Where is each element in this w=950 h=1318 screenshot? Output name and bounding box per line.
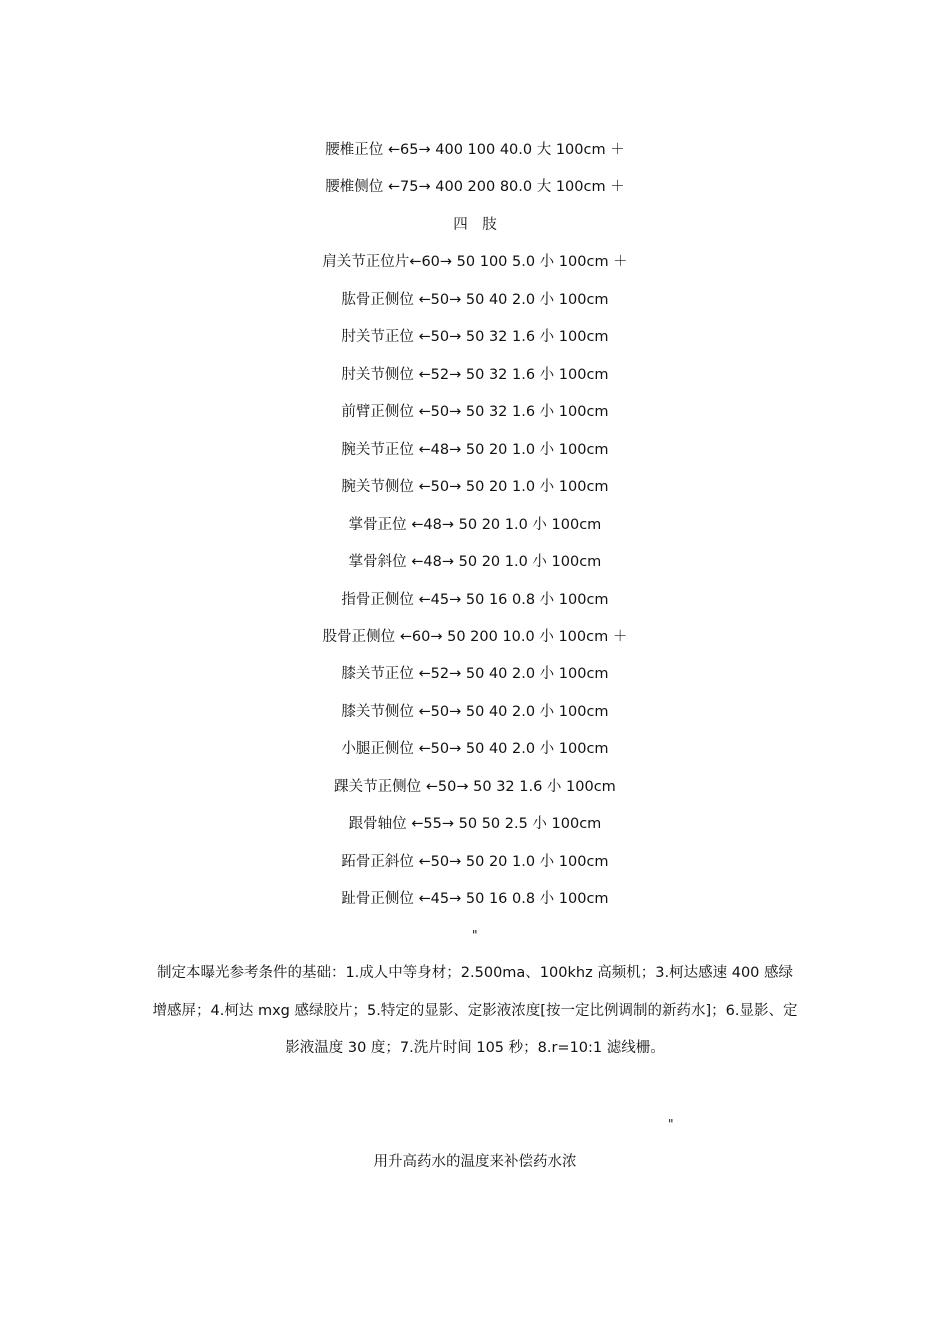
- spine-row-lumbar-lateral: 腰椎侧位 ←75→ 400 200 80.0 大 100cm ＋: [325, 179, 625, 195]
- limb-row: 掌骨斜位 ←48→ 50 20 1.0 小 100cm: [348, 554, 602, 570]
- spine-row-lumbar-ap: 腰椎正位 ←65→ 400 100 40.0 大 100cm ＋: [325, 142, 625, 158]
- limb-row: 腕关节侧位 ←50→ 50 20 1.0 小 100cm: [341, 479, 609, 495]
- section-heading-limbs: 四 肢: [453, 217, 497, 233]
- limb-row: 膝关节侧位 ←50→ 50 40 2.0 小 100cm: [341, 704, 609, 720]
- limb-row: 趾骨正侧位 ←45→ 50 16 0.8 小 100cm: [341, 891, 609, 907]
- limb-row: 膝关节正位 ←52→ 50 40 2.0 小 100cm: [341, 666, 609, 682]
- quote-mark: ": [472, 928, 478, 942]
- limb-row: 前臂正侧位 ←50→ 50 32 1.6 小 100cm: [341, 404, 609, 420]
- limb-row: 掌骨正位 ←48→ 50 20 1.0 小 100cm: [348, 517, 602, 533]
- limb-row: 腕关节正位 ←48→ 50 20 1.0 小 100cm: [341, 442, 609, 458]
- quote-mark: ": [668, 1117, 674, 1131]
- limb-row: 肘关节侧位 ←52→ 50 32 1.6 小 100cm: [341, 367, 609, 383]
- limb-row: 指骨正侧位 ←45→ 50 16 0.8 小 100cm: [341, 592, 609, 608]
- limb-row: 跖骨正斜位 ←50→ 50 20 1.0 小 100cm: [341, 854, 609, 870]
- limb-row: 肘关节正位 ←50→ 50 32 1.6 小 100cm: [341, 329, 609, 345]
- basis-paragraph: 制定本曝光参考条件的基础：1.成人中等身材；2.500ma、100khz 高频机；3.柯达感速 400 感绿增感屏；4.柯达 mxg 感绿胶片；5.特定的显影、定影液浓度[按一定比例调制的新药水]；6.显影、定影液温度 30 度；7.洗片时间 105 秒；8.r=10:1 滤线栅。: [152, 965, 798, 1056]
- limb-row: 肩关节正位片←60→ 50 100 5.0 小 100cm ＋: [322, 254, 628, 270]
- limb-row: 跟骨轴位 ←55→ 50 50 2.5 小 100cm: [348, 816, 602, 832]
- closing-line: 用升高药水的温度来补偿药水浓: [373, 1154, 577, 1170]
- limb-row: 股骨正侧位 ←60→ 50 200 10.0 小 100cm ＋: [322, 629, 628, 645]
- limb-row: 小腿正侧位 ←50→ 50 40 2.0 小 100cm: [341, 741, 609, 757]
- limb-row: 踝关节正侧位 ←50→ 50 32 1.6 小 100cm: [334, 779, 616, 795]
- limb-row: 肱骨正侧位 ←50→ 50 40 2.0 小 100cm: [341, 292, 609, 308]
